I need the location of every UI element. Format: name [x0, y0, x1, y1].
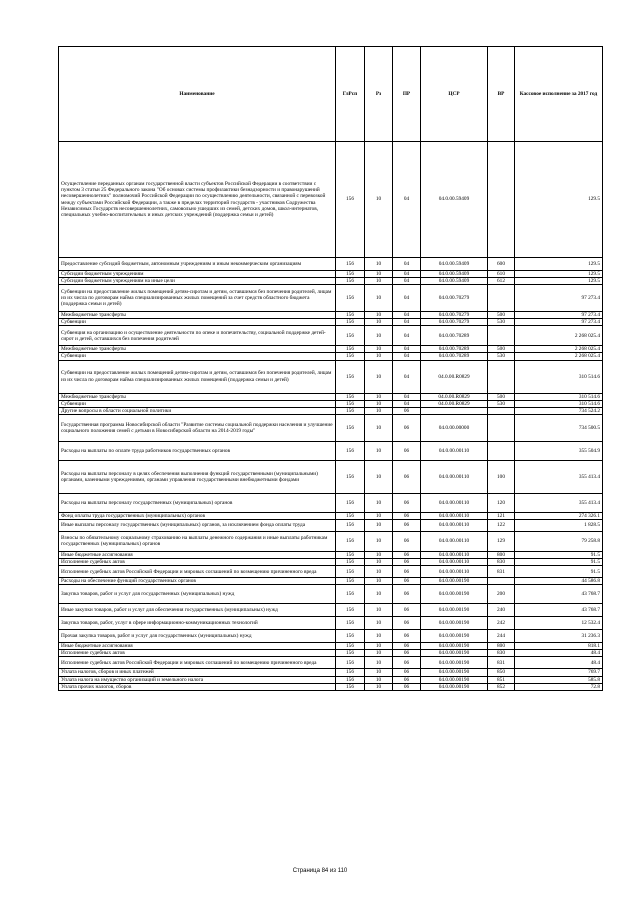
cell-vr: 851 — [488, 676, 515, 683]
table-body — [59, 142, 603, 691]
table-row — [59, 142, 603, 258]
cell-pr: 06 — [393, 617, 421, 630]
header-name: Наименование — [59, 47, 336, 142]
cell-csr: 04.0.00.00190 — [421, 617, 488, 630]
cell-name: Исполнение судебных актов Российской Федерации и мировых соглашений по возмещению причиненного вреда — [59, 566, 336, 578]
cell-amount: 310 514.6 — [515, 400, 603, 407]
cell-pr: 06 — [393, 414, 421, 441]
cell-vr: 800 — [488, 643, 515, 650]
cell-amount: 31 236.3 — [515, 630, 603, 643]
cell-name: Субвенции на предоставление жилых помещений детям-сиротам и детям, оставшимся без попечения родителей, лицам из их числа по договорам найма специализированных жилых помещений (поддержка семьи и детей) — [59, 360, 336, 393]
cell-pr: 04 — [393, 326, 421, 346]
cell-pr: 06 — [393, 519, 421, 531]
cell-grs: 156 — [336, 643, 365, 650]
cell-amount: 310 514.6 — [515, 393, 603, 400]
cell-amount: 129.5 — [515, 142, 603, 258]
cell-vr: 122 — [488, 519, 515, 531]
cell-grs: 156 — [336, 460, 365, 493]
cell-grs: 156 — [336, 353, 365, 360]
cell-grs: 156 — [336, 578, 365, 585]
table-row — [59, 676, 603, 683]
cell-vr: 850 — [488, 669, 515, 676]
cell-name: Уплата налога на имущество организаций и земельного налога — [59, 676, 336, 683]
cell-grs: 156 — [336, 650, 365, 657]
cell-amount: 1 828.5 — [515, 519, 603, 531]
cell-rz: 10 — [365, 278, 393, 285]
cell-amount: 355 504.9 — [515, 441, 603, 460]
cell-pr: 06 — [393, 650, 421, 657]
cell-grs: 156 — [336, 258, 365, 271]
cell-amount: 12 532.4 — [515, 617, 603, 630]
cell-name: Фонд оплаты труда государственных (муниципальных) органов — [59, 512, 336, 519]
cell-name: Субсидии бюджетным учреждениям на иные цели — [59, 278, 336, 285]
cell-name: Предоставление субсидий бюджетным, автономным учреждениям и иным некоммерческим организациям — [59, 258, 336, 271]
cell-rz: 10 — [365, 630, 393, 643]
cell-rz: 10 — [365, 441, 393, 460]
cell-name: Субвенция на организацию и осуществление деятельности по опеке и попечительству, социальной поддержке детей-сирот и детей, оставшихся без попечения родителей — [59, 326, 336, 346]
cell-grs: 156 — [336, 278, 365, 285]
cell-pr: 06 — [393, 531, 421, 551]
cell-pr: 04 — [393, 346, 421, 353]
cell-name: Исполнение судебных актов — [59, 650, 336, 657]
cell-pr: 06 — [393, 578, 421, 585]
cell-amount: 48.4 — [515, 657, 603, 669]
cell-name: Субвенции — [59, 353, 336, 360]
cell-csr: 04.0.00.00110 — [421, 493, 488, 512]
cell-csr: 04.0.00.00190 — [421, 643, 488, 650]
cell-vr: 244 — [488, 630, 515, 643]
cell-rz: 10 — [365, 531, 393, 551]
cell-vr: 200 — [488, 585, 515, 604]
cell-name: Межбюджетные трансферты — [59, 393, 336, 400]
cell-name: Иные бюджетные ассигнования — [59, 643, 336, 650]
cell-grs: 156 — [336, 604, 365, 617]
cell-vr — [488, 326, 515, 346]
cell-amount: 97 273.4 — [515, 319, 603, 326]
cell-amount: 91.5 — [515, 566, 603, 578]
cell-rz: 10 — [365, 326, 393, 346]
cell-csr: 04.0.00.00190 — [421, 669, 488, 676]
cell-name: Иные выплаты персоналу государственных (муниципальных) органов, за исключением фонда оплаты труда — [59, 519, 336, 531]
cell-amount: 97 273.4 — [515, 285, 603, 312]
cell-pr: 06 — [393, 604, 421, 617]
cell-vr: 500 — [488, 346, 515, 353]
table-row — [59, 551, 603, 558]
cell-grs: 156 — [336, 493, 365, 512]
cell-amount: 818.1 — [515, 643, 603, 650]
cell-name: Закупка товаров, работ, услуг в сфере информационно-коммуникационных технологий — [59, 617, 336, 630]
cell-vr: 831 — [488, 657, 515, 669]
table-row — [59, 559, 603, 566]
cell-grs: 156 — [336, 630, 365, 643]
cell-rz: 10 — [365, 142, 393, 258]
cell-csr: 04.0.00.00190 — [421, 578, 488, 585]
cell-vr — [488, 142, 515, 258]
cell-pr: 06 — [393, 630, 421, 643]
cell-rz: 10 — [365, 258, 393, 271]
cell-vr: 100 — [488, 460, 515, 493]
cell-amount: 43 768.7 — [515, 604, 603, 617]
cell-name: Другие вопросы в области социальной политики — [59, 407, 336, 414]
cell-rz: 10 — [365, 519, 393, 531]
cell-grs: 156 — [336, 441, 365, 460]
cell-grs: 156 — [336, 360, 365, 393]
cell-csr: 04.0.00.00000 — [421, 414, 488, 441]
cell-csr: 04.0.00.70289 — [421, 326, 488, 346]
cell-csr: 04.0.00.70289 — [421, 346, 488, 353]
cell-grs: 156 — [336, 393, 365, 400]
table-row — [59, 407, 603, 414]
cell-csr: 04.0.00.00110 — [421, 519, 488, 531]
cell-name: Субвенции на предоставление жилых помещений детям-сиротам и детям, оставшимся без попечения родителей, лицам из их числа по договорам найма специализированных жилых помещений за счет средств областного бюджета (поддержка семьи и детей) — [59, 285, 336, 312]
cell-rz: 10 — [365, 585, 393, 604]
table-row — [59, 630, 603, 643]
cell-rz: 10 — [365, 566, 393, 578]
cell-pr: 06 — [393, 657, 421, 669]
cell-csr: 04.0.00.00190 — [421, 604, 488, 617]
table-row — [59, 414, 603, 441]
cell-csr: 04.0.00.00110 — [421, 559, 488, 566]
cell-rz: 10 — [365, 512, 393, 519]
cell-vr: 830 — [488, 559, 515, 566]
cell-rz: 10 — [365, 393, 393, 400]
table-row — [59, 578, 603, 585]
cell-vr: 831 — [488, 566, 515, 578]
cell-rz: 10 — [365, 319, 393, 326]
table-row — [59, 319, 603, 326]
header-pr: ПР — [393, 47, 421, 142]
cell-name: Уплата прочих налогов, сборов — [59, 683, 336, 690]
cell-grs: 156 — [336, 512, 365, 519]
cell-pr: 04 — [393, 393, 421, 400]
cell-rz: 10 — [365, 400, 393, 407]
cell-pr: 06 — [393, 551, 421, 558]
cell-csr: 04.0.00.00190 — [421, 657, 488, 669]
cell-csr: 04.0.00.00190 — [421, 585, 488, 604]
cell-vr: 240 — [488, 604, 515, 617]
cell-pr: 04 — [393, 400, 421, 407]
cell-name: Субсидии бюджетным учреждениям — [59, 271, 336, 278]
table-row — [59, 326, 603, 346]
cell-amount: 2 268 025.4 — [515, 346, 603, 353]
cell-amount: 734 500.5 — [515, 414, 603, 441]
cell-pr: 04 — [393, 278, 421, 285]
cell-grs: 156 — [336, 531, 365, 551]
cell-amount: 72.8 — [515, 683, 603, 690]
table-row — [59, 531, 603, 551]
cell-amount: 355 413.4 — [515, 493, 603, 512]
cell-csr: 04.0.00.59409 — [421, 258, 488, 271]
table-header-row — [59, 47, 603, 142]
cell-pr: 04 — [393, 360, 421, 393]
cell-vr: 610 — [488, 271, 515, 278]
cell-csr: 04.0.00.00110 — [421, 441, 488, 460]
cell-pr: 04 — [393, 142, 421, 258]
cell-csr: 04.0.00.59409 — [421, 271, 488, 278]
cell-vr: 530 — [488, 319, 515, 326]
cell-name: Уплата налогов, сборов и иных платежей — [59, 669, 336, 676]
cell-rz: 10 — [365, 578, 393, 585]
header-csr: ЦСР — [421, 47, 488, 142]
cell-pr: 06 — [393, 643, 421, 650]
cell-grs: 156 — [336, 676, 365, 683]
cell-vr: 129 — [488, 531, 515, 551]
cell-vr: 830 — [488, 650, 515, 657]
cell-amount: 91.5 — [515, 559, 603, 566]
cell-pr: 06 — [393, 407, 421, 414]
header-amount: Кассовое исполнение за 2017 год — [515, 47, 603, 142]
cell-rz: 10 — [365, 493, 393, 512]
cell-grs: 156 — [336, 585, 365, 604]
table-row — [59, 285, 603, 312]
cell-csr: 04.0.00.R0829 — [421, 360, 488, 393]
cell-name: Межбюджетные трансферты — [59, 312, 336, 319]
header-rz: Рз — [365, 47, 393, 142]
cell-pr: 06 — [393, 566, 421, 578]
cell-csr: 04.0.00.00110 — [421, 531, 488, 551]
cell-rz: 10 — [365, 604, 393, 617]
table-row — [59, 360, 603, 393]
cell-grs: 156 — [336, 566, 365, 578]
cell-amount: 48.4 — [515, 650, 603, 657]
cell-name: Субвенции — [59, 319, 336, 326]
cell-amount: 129.5 — [515, 258, 603, 271]
table-row — [59, 512, 603, 519]
cell-vr: 530 — [488, 353, 515, 360]
cell-csr: 04.0.00.00110 — [421, 460, 488, 493]
budget-table — [58, 46, 603, 691]
cell-name: Межбюджетные трансферты — [59, 346, 336, 353]
cell-csr: 04.0.00.00190 — [421, 630, 488, 643]
cell-rz: 10 — [365, 551, 393, 558]
cell-grs: 156 — [336, 271, 365, 278]
cell-rz: 10 — [365, 669, 393, 676]
cell-rz: 10 — [365, 271, 393, 278]
cell-name: Прочая закупка товаров, работ и услуг для государственных (муниципальных) нужд — [59, 630, 336, 643]
cell-pr: 06 — [393, 669, 421, 676]
cell-csr: 04.0.00.70279 — [421, 312, 488, 319]
cell-rz: 10 — [365, 353, 393, 360]
cell-grs: 156 — [336, 400, 365, 407]
cell-vr: 800 — [488, 551, 515, 558]
table-row — [59, 441, 603, 460]
table-row — [59, 657, 603, 669]
cell-name: Иные закупки товаров, работ и услуг для обеспечения государственных (муниципальных) нужд — [59, 604, 336, 617]
table-row — [59, 400, 603, 407]
cell-pr: 06 — [393, 441, 421, 460]
cell-name: Расходы на выплаты персоналу в целях обеспечения выполнения функций государственными (муниципальными) органами, казенными учреждениями, органами управления государственными внебюджетными фондами — [59, 460, 336, 493]
cell-rz: 10 — [365, 617, 393, 630]
cell-name: Расходы на выплаты персоналу государственных (муниципальных) органов — [59, 493, 336, 512]
cell-name: Взносы по обязательному социальному страхованию на выплаты денежного содержания и иные выплаты работникам государственных (муниципальных) органов — [59, 531, 336, 551]
cell-vr: 612 — [488, 278, 515, 285]
cell-pr: 04 — [393, 285, 421, 312]
cell-amount: 310 514.6 — [515, 360, 603, 393]
table-row — [59, 585, 603, 604]
cell-grs: 156 — [336, 657, 365, 669]
table-row — [59, 643, 603, 650]
cell-vr — [488, 414, 515, 441]
cell-csr: 04.0.00.00190 — [421, 683, 488, 690]
cell-grs: 156 — [336, 551, 365, 558]
cell-pr: 04 — [393, 319, 421, 326]
table-row — [59, 393, 603, 400]
cell-pr: 04 — [393, 353, 421, 360]
cell-csr: 04.0.00.00110 — [421, 566, 488, 578]
cell-csr: 04.0.00.59409 — [421, 142, 488, 258]
cell-grs: 156 — [336, 559, 365, 566]
cell-vr: 500 — [488, 393, 515, 400]
table-row — [59, 683, 603, 690]
cell-csr — [421, 407, 488, 414]
cell-csr: 04.0.00.00110 — [421, 551, 488, 558]
header-vr: ВР — [488, 47, 515, 142]
cell-amount: 769.7 — [515, 669, 603, 676]
cell-grs: 156 — [336, 285, 365, 312]
cell-grs: 156 — [336, 683, 365, 690]
cell-grs: 156 — [336, 142, 365, 258]
cell-name: Закупка товаров, работ и услуг для государственных (муниципальных) нужд — [59, 585, 336, 604]
cell-grs: 156 — [336, 414, 365, 441]
cell-amount: 2 268 025.4 — [515, 326, 603, 346]
cell-vr: 852 — [488, 683, 515, 690]
cell-pr: 04 — [393, 258, 421, 271]
cell-pr: 06 — [393, 512, 421, 519]
cell-amount: 274 326.1 — [515, 512, 603, 519]
table-row — [59, 346, 603, 353]
cell-amount: 585.8 — [515, 676, 603, 683]
cell-vr: 120 — [488, 493, 515, 512]
cell-rz: 10 — [365, 346, 393, 353]
table-row — [59, 258, 603, 271]
cell-name: Расходы на выплаты по оплате труда работников государственных органов — [59, 441, 336, 460]
cell-amount: 355 413.4 — [515, 460, 603, 493]
cell-csr: 04.0.00.00190 — [421, 676, 488, 683]
cell-name: Исполнение судебных актов Российской Федерации и мировых соглашений по возмещению причиненного вреда — [59, 657, 336, 669]
cell-rz: 10 — [365, 460, 393, 493]
cell-amount: 97 273.4 — [515, 312, 603, 319]
cell-csr: 04.0.00.70289 — [421, 353, 488, 360]
cell-pr: 06 — [393, 460, 421, 493]
cell-vr: 121 — [488, 512, 515, 519]
cell-grs: 156 — [336, 312, 365, 319]
cell-grs: 156 — [336, 319, 365, 326]
cell-amount: 43 768.7 — [515, 585, 603, 604]
cell-vr — [488, 441, 515, 460]
cell-pr: 06 — [393, 683, 421, 690]
cell-amount: 2 268 025.4 — [515, 353, 603, 360]
cell-name: Осуществление переданных органам государственной власти субъектов Российской Федерации в соответствии с пунктом 3 статьи 25 Федерального закона "Об основах системы профилактики безнадзорности и правонарушений несовершеннолетних" полномочий Российской Федерации по осуществлению деятельности, связанной с перевозкой между субъектами Российской Федерации, а также в пределах территорий государств - участников Содружества Независимых Государств несовершеннолетних, самовольно ушедших из семей, детских домов, школ-интернатов, специальных учебно-воспитательных и иных детских учреждений (поддержка семьи и детей) — [59, 142, 336, 258]
cell-grs: 156 — [336, 326, 365, 346]
cell-name: Государственная программа Новосибирской области "Развитие системы социальной поддержки населения и улучшение социального положения семей с детьми в Новосибирской области на 2014-2019 годы" — [59, 414, 336, 441]
table-row — [59, 617, 603, 630]
table-row — [59, 312, 603, 319]
cell-rz: 10 — [365, 676, 393, 683]
cell-name: Исполнение судебных актов — [59, 559, 336, 566]
cell-amount: 79 258.8 — [515, 531, 603, 551]
cell-amount: 91.5 — [515, 551, 603, 558]
cell-csr: 04.0.00.00110 — [421, 512, 488, 519]
cell-amount: 129.5 — [515, 271, 603, 278]
cell-vr: 242 — [488, 617, 515, 630]
cell-csr: 04.0.00.00190 — [421, 650, 488, 657]
cell-csr: 04.0.00.R0829 — [421, 393, 488, 400]
cell-name: Субвенции — [59, 400, 336, 407]
cell-rz: 10 — [365, 650, 393, 657]
cell-csr: 04.0.00.70279 — [421, 319, 488, 326]
page-number: Страница 84 из 110 — [292, 868, 348, 874]
cell-rz: 10 — [365, 285, 393, 312]
table-row — [59, 271, 603, 278]
cell-rz: 10 — [365, 360, 393, 393]
cell-vr — [488, 578, 515, 585]
cell-csr: 04.0.00.70279 — [421, 285, 488, 312]
cell-rz: 10 — [365, 407, 393, 414]
cell-rz: 10 — [365, 643, 393, 650]
cell-rz: 10 — [365, 312, 393, 319]
cell-vr: 530 — [488, 400, 515, 407]
table-row — [59, 278, 603, 285]
table-row — [59, 493, 603, 512]
cell-vr — [488, 285, 515, 312]
table-row — [59, 460, 603, 493]
cell-rz: 10 — [365, 414, 393, 441]
table-row — [59, 650, 603, 657]
cell-grs: 156 — [336, 617, 365, 630]
cell-name: Иные бюджетные ассигнования — [59, 551, 336, 558]
cell-pr: 06 — [393, 585, 421, 604]
table-row — [59, 353, 603, 360]
table-row — [59, 604, 603, 617]
cell-pr: 06 — [393, 559, 421, 566]
cell-name: Расходы на обеспечение функций государственных органов — [59, 578, 336, 585]
cell-grs: 156 — [336, 519, 365, 531]
header-grs: ГлРсп — [336, 47, 365, 142]
cell-vr — [488, 407, 515, 414]
cell-vr: 600 — [488, 258, 515, 271]
cell-rz: 10 — [365, 559, 393, 566]
cell-pr: 06 — [393, 676, 421, 683]
cell-vr: 500 — [488, 312, 515, 319]
cell-grs: 156 — [336, 346, 365, 353]
cell-rz: 10 — [365, 683, 393, 690]
cell-amount: 129.5 — [515, 278, 603, 285]
cell-csr: 04.0.00.R0829 — [421, 400, 488, 407]
cell-csr: 04.0.00.59409 — [421, 278, 488, 285]
cell-pr: 04 — [393, 312, 421, 319]
cell-vr — [488, 360, 515, 393]
cell-pr: 06 — [393, 493, 421, 512]
cell-grs: 156 — [336, 407, 365, 414]
cell-grs: 156 — [336, 669, 365, 676]
table-row — [59, 519, 603, 531]
table-row — [59, 669, 603, 676]
cell-pr: 04 — [393, 271, 421, 278]
cell-amount: 44 586.8 — [515, 578, 603, 585]
cell-rz: 10 — [365, 657, 393, 669]
table-row — [59, 566, 603, 578]
cell-amount: 734 524.2 — [515, 407, 603, 414]
